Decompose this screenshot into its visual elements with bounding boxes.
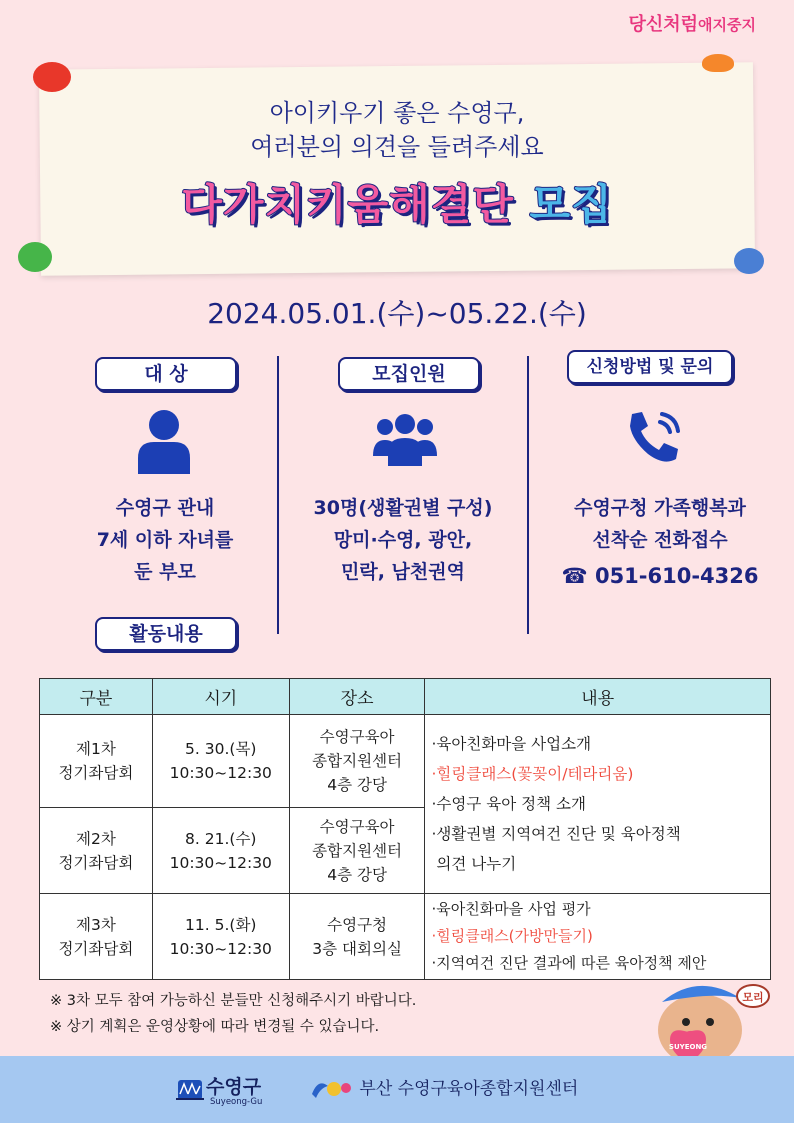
apply-text [540, 492, 780, 592]
mascot-bubble-text: 모리 [742, 991, 764, 1004]
content-cell [425, 894, 771, 980]
cell-line: 제1차 [75, 740, 116, 758]
cell-line: 수영구청 [327, 915, 388, 934]
cell-line: 제2차 [75, 829, 116, 848]
content-line: ·수영구 육아 정책 소개 [431, 795, 586, 813]
apply-line: 수영구청 가족행복과 [574, 497, 746, 519]
recruit-line: 30명(생활권별 구성) [313, 497, 493, 519]
target-line: 7세 이하 자녀를 [96, 529, 234, 551]
childcare-center-logo [308, 1074, 578, 1102]
mascot-heart-text: SUYEONG [668, 1043, 708, 1051]
suyeong-gu-name: 수영구 [206, 1076, 262, 1098]
table-header-row [40, 679, 771, 715]
content-line: ·힐링클래스(꽃꽂이/테라리움) [431, 765, 634, 783]
cell-line: 11. 5.(화) [185, 915, 257, 934]
content-cell [425, 715, 771, 894]
recruit-period: 2024.05.01.(수)~05.22.(수) [207, 297, 587, 330]
table-row [40, 894, 771, 980]
group-icon [372, 414, 438, 466]
content-line: ·힐링클래스(가방만들기) [431, 927, 593, 945]
cell-line: 정기좌담회 [58, 764, 134, 782]
cell-line: 5. 30.(목) [185, 740, 257, 758]
when-cell [152, 808, 289, 894]
cell-line: 10:30~12:30 [169, 939, 272, 958]
footer [0, 1056, 794, 1123]
page-title [0, 172, 794, 232]
cell-line: 10:30~12:30 [169, 853, 272, 872]
header-cell: 구분 [40, 679, 153, 715]
recruit-label: 모집인원 [338, 357, 480, 391]
telephone-icon: ☎ [561, 564, 588, 588]
cell-line: 8. 21.(수) [185, 829, 257, 848]
notes [50, 988, 416, 1040]
person-icon [136, 408, 192, 474]
target-label: 대 상 [95, 357, 237, 391]
banner-line-2: 여러분의 의견을 들려주세요 [250, 133, 544, 161]
when-cell [152, 715, 289, 808]
apply-line: 선착순 전화접수 [592, 529, 728, 551]
activity-label: 활동내용 [95, 617, 237, 651]
recruit-line: 민락, 남천권역 [341, 561, 465, 583]
cell-line: 종합지원센터 [312, 752, 403, 770]
title-main: 다가치키움해결단 [181, 180, 514, 229]
table-row [40, 715, 771, 808]
cell-line: 10:30~12:30 [169, 764, 272, 782]
childcare-center-emblem-icon [308, 1076, 354, 1102]
when-cell [152, 894, 289, 980]
content-line: ·생활권별 지역여건 진단 및 육아정책 [431, 825, 681, 843]
place-cell [289, 715, 425, 808]
recruit-line: 망미·수영, 광안, [333, 529, 473, 551]
cell-line: 4층 강당 [327, 865, 387, 884]
title-accent: 모집 [529, 180, 613, 229]
orange-pin-icon [702, 54, 734, 72]
column-divider [277, 356, 279, 634]
header-cell: 내용 [425, 679, 771, 715]
cell-line: 정기좌담회 [58, 853, 134, 872]
suyeong-gu-name-en: Suyeong-Gu [210, 1097, 263, 1107]
column-divider [527, 356, 529, 634]
cell-line: 종합지원센터 [312, 841, 403, 860]
phone-number: 051-610-4326 [594, 564, 759, 588]
cell-line: 수영구육아 [319, 817, 395, 836]
cell-line: 제3차 [75, 915, 116, 934]
green-pin-icon [18, 242, 52, 272]
place-cell [289, 894, 425, 980]
content-line: 의견 나누기 [431, 855, 517, 873]
content-line: ·지역여건 진단 결과에 따른 육아정책 제안 [431, 954, 707, 972]
cell-line: 정기좌담회 [58, 939, 134, 958]
childcare-center-name: 부산 수영구육아종합지원센터 [359, 1079, 579, 1099]
type-cell [40, 808, 153, 894]
slogan-part1: 당신처럼 [628, 14, 699, 35]
cell-line: 수영구육아 [319, 728, 395, 746]
mascot-character-icon [640, 968, 770, 1064]
type-cell [40, 715, 153, 808]
note-line: ※ 상기 계획은 운영상황에 따라 변경될 수 있습니다. [50, 1019, 380, 1035]
note-line: ※ 3차 모두 참여 가능하신 분들만 신청해주시기 바랍니다. [50, 993, 417, 1009]
apply-label: 신청방법 및 문의 [567, 350, 733, 384]
suyeong-gu-emblem-icon [176, 1072, 204, 1102]
target-text [60, 492, 270, 588]
schedule-table [39, 678, 771, 980]
slogan [628, 10, 756, 36]
header-cell: 장소 [289, 679, 425, 715]
banner-line-1: 아이키우기 좋은 수영구, [269, 99, 525, 127]
cell-line: 3층 대회의실 [312, 939, 402, 958]
blue-pin-icon [734, 248, 764, 274]
content-line: ·육아친화마을 사업 평가 [431, 900, 591, 918]
recruit-text [288, 492, 518, 588]
phone-number-row [540, 560, 780, 592]
header-cell: 시기 [152, 679, 289, 715]
content-line: ·육아친화마을 사업소개 [431, 735, 592, 753]
target-line: 수영구 관내 [115, 497, 215, 519]
suyeong-gu-logo [176, 1072, 263, 1107]
phone-icon [624, 408, 684, 468]
target-line: 둔 부모 [134, 561, 196, 583]
banner-paper [39, 62, 755, 275]
place-cell [289, 808, 425, 894]
cell-line: 4층 강당 [327, 776, 387, 794]
red-pin-icon [33, 62, 71, 92]
type-cell [40, 894, 153, 980]
slogan-part2: 애지중지 [698, 16, 756, 34]
